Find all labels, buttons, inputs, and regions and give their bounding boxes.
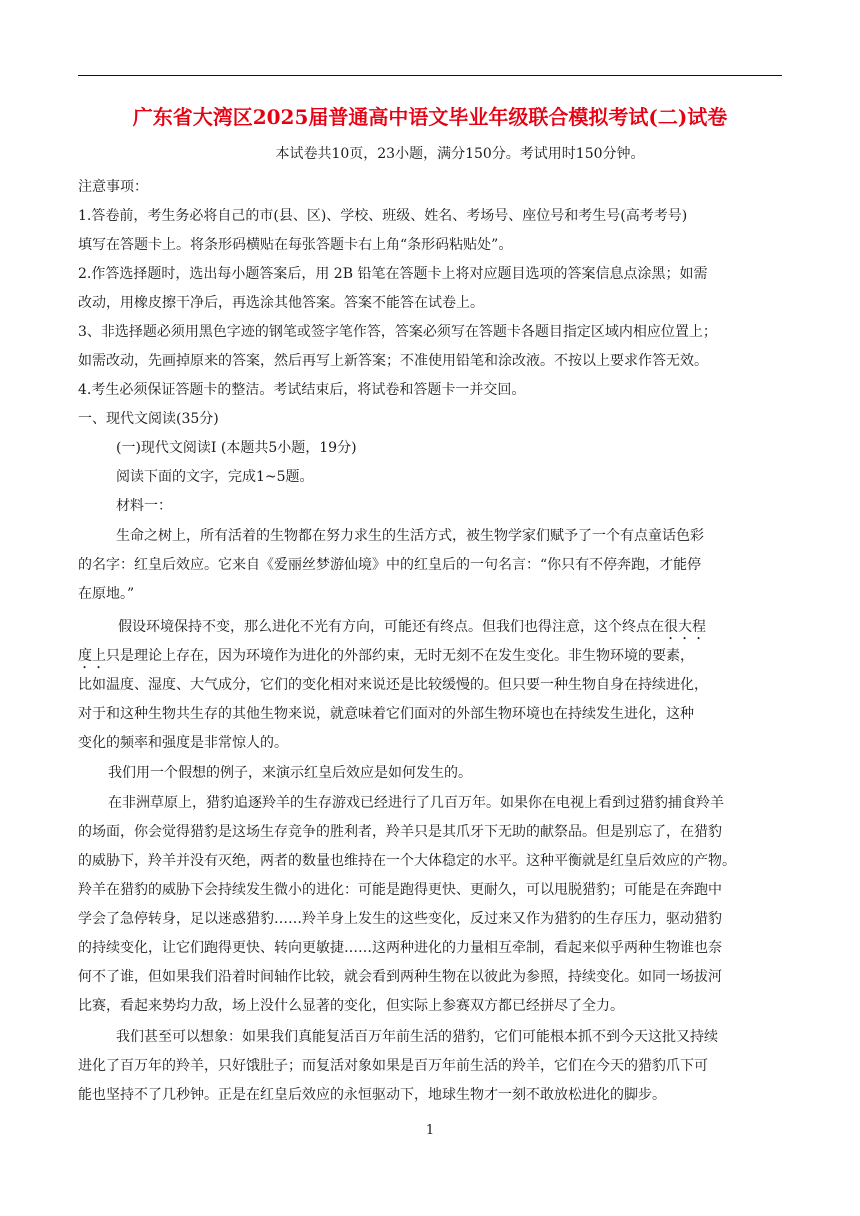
header-rule	[78, 75, 782, 76]
section-heading: 一、现代文阅读(35分)	[78, 411, 219, 427]
subsection-heading: (一)现代文阅读Ⅰ (本题共5小题，19分)	[116, 440, 357, 456]
passage-line: 生命之树上，所有活着的生物都在努力求生的生活方式，被生物学家们赋予了一个有点童话色彩	[116, 528, 704, 544]
emphasized-text: 度上	[78, 648, 106, 664]
notice-line: 4.考生必须保证答题卡的整洁。考试结束后，将试卷和答题卡一并交回。	[78, 382, 526, 398]
reading-instruction: 阅读下面的文字，完成1~5题。	[116, 469, 314, 485]
passage-line: 进化了百万年的羚羊，只好饿肚子；而复活对象如果是百万年前生活的羚羊，它们在今天的猎豹爪下可	[78, 1058, 708, 1074]
passage-line: 学会了急停转身，足以迷惑猎豹……羚羊身上发生的这些变化，反过来又作为猎豹的生存压力，驱动猎豹	[78, 911, 722, 927]
passage-line: 在非洲草原上，猎豹追逐羚羊的生存游戏已经进行了几百万年。如果你在电视上看到过猎豹捕食羚羊	[108, 795, 724, 811]
passage-line: 在原地。”	[78, 586, 135, 602]
passage-line	[118, 617, 706, 643]
passage-line: 我们用一个假想的例子，来演示红皇后效应是如何发生的。	[108, 765, 472, 781]
notice-line: 填写在答题卡上。将条形码横贴在每张答题卡右上角“条形码粘贴处”。	[78, 237, 513, 253]
passage-line: 何不了谁，但如果我们沿着时间轴作比较，就会看到两种生物在以彼此为参照，持续变化。如同一场拔河	[78, 969, 722, 985]
notice-line: 1.答卷前，考生务必将自己的市(县、区)、学校、班级、姓名、考场号、座位号和考生号(高考考号)	[78, 208, 688, 224]
passage-line: 变化的频率和强度是非常惊人的。	[78, 735, 288, 751]
passage-line: 羚羊在猎豹的威胁下会持续发生微小的进化：可能是跑得更快、更耐久，可以甩脱猎豹；可能是在奔跑中	[78, 882, 722, 898]
notice-line: 如需改动，先画掉原来的答案，然后再写上新答案；不准使用铅笔和涂改液。不按以上要求作答无效。	[78, 353, 708, 369]
page-number: 1	[425, 1123, 435, 1138]
notice-line: 改动，用橡皮擦干净后，再选涂其他答案。答案不能答在试卷上。	[78, 295, 484, 311]
notice-heading: 注意事项：	[78, 179, 148, 195]
passage-line: 能也坚持不了几秒钟。正是在红皇后效应的永恒驱动下，地球生物才一刻不敢放松进化的脚步。	[78, 1087, 666, 1103]
notice-line: 2.作答选择题时，选出每小题答案后，用 2B 铅笔在答题卡上将对应题目选项的答案信息点涂黑；如需	[78, 266, 708, 282]
passage-line: 比如温度、湿度、大气成分，它们的变化相对来说还是比较缓慢的。但只要一种生物自身在持续进化，	[78, 677, 708, 693]
passage-line: 我们甚至可以想象：如果我们真能复活百万年前生活的猎豹，它们可能根本抓不到今天这批又持续	[116, 1029, 718, 1045]
notice-line: 3、非选择题必须用黑色字迹的钢笔或签字笔作答，答案必须写在答题卡各题目指定区域内相应位置上；	[78, 324, 717, 340]
passage-line	[78, 646, 694, 672]
exam-title: 广东省大湾区2025届普通高中语文毕业年级联合模拟考试(二)试卷	[132, 105, 728, 129]
material-label: 材料一：	[116, 498, 172, 514]
passage-line: 比赛，看起来势均力敌，场上没什么显著的变化，但实际上参赛双方都已经拼尽了全力。	[78, 998, 624, 1014]
passage-text: 只是理论上存在，因为环境作为进化的外部约束，无时无刻不在发生变化。非生物环境的要素，	[106, 648, 694, 664]
emphasized-text: 很大程	[664, 619, 706, 635]
passage-line: 对于和这种生物共生存的其他生物来说，就意味着它们面对的外部生物环境也在持续发生进化，这种	[78, 706, 694, 722]
passage-text: 假设环境保持不变，那么进化不光有方向，可能还有终点。但我们也得注意，这个终点在	[118, 619, 664, 635]
passage-line: 的持续变化，让它们跑得更快、转向更敏捷……这两种进化的力量相互牵制，看起来似乎两种生物谁也奈	[78, 940, 722, 956]
exam-subtitle: 本试卷共10页，23小题，满分150分。考试用时150分钟。	[275, 146, 645, 162]
passage-line: 的威胁下，羚羊并没有灭绝，两者的数量也维持在一个大体稳定的水平。这种平衡就是红皇后效应的产物。	[78, 853, 736, 869]
passage-line: 的名字：红皇后效应。它来自《爱丽丝梦游仙境》中的红皇后的一句名言：“你只有不停奔跑，才能停	[78, 557, 702, 573]
passage-line: 的场面，你会觉得猎豹是这场生存竞争的胜利者，羚羊只是其爪牙下无助的献祭品。但是别忘了，在猎豹	[78, 824, 722, 840]
